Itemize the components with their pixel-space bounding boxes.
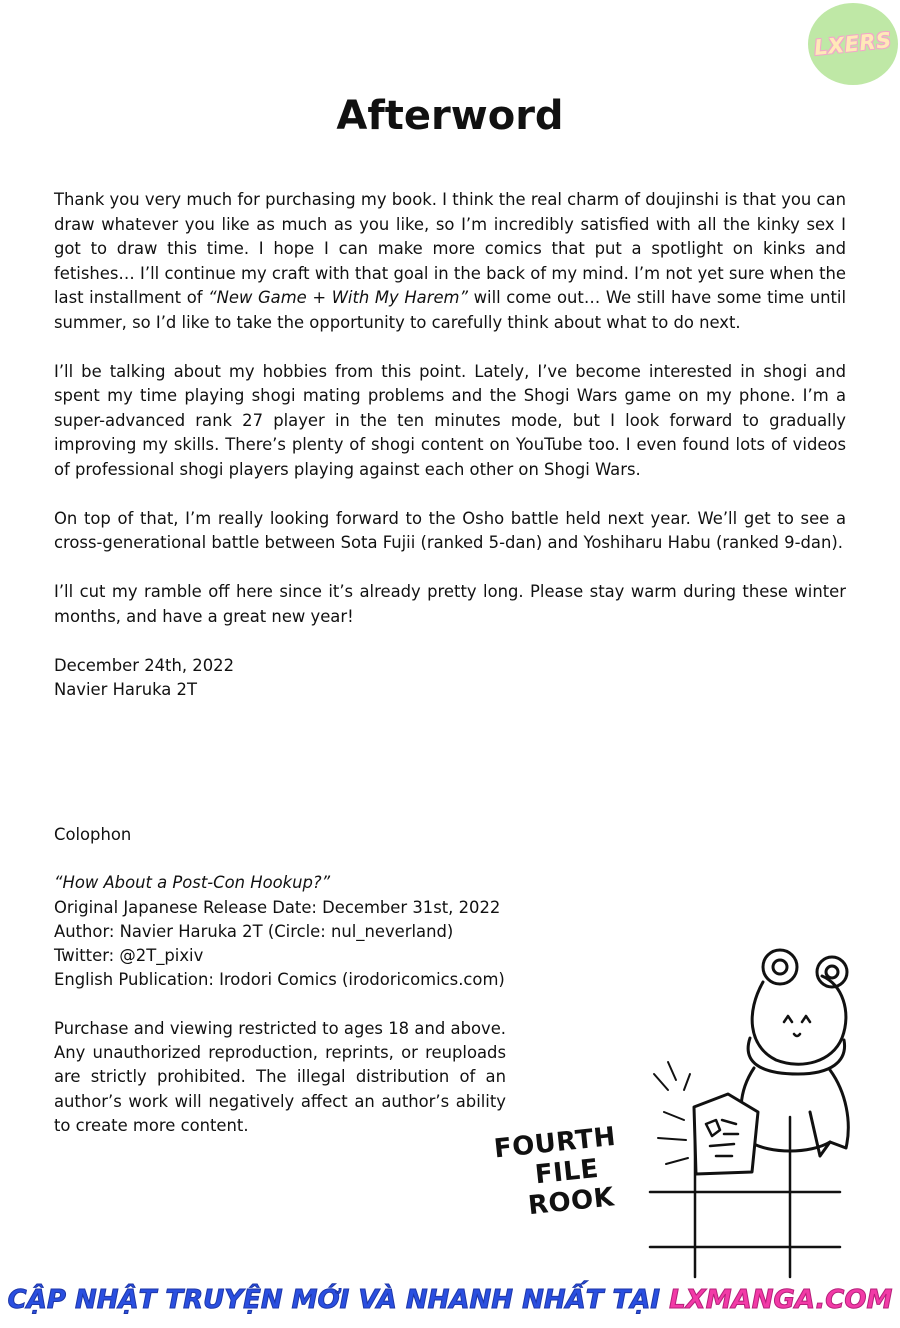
afterword-paragraph-3: On top of that, I’m really looking forward to the Osho battle held next year. We’ll get to see a cross-generational battle between Sota Fujii (ranked 5-dan) and Yoshiharu Habu (ranked 9-dan). <box>54 508 846 552</box>
colophon-author: Author: Navier Haruka 2T (Circle: nul_neverland) <box>54 921 454 941</box>
colophon-heading: Colophon <box>54 825 132 844</box>
afterword-body <box>54 188 846 703</box>
series-title: “New Game + With My Harem” <box>208 288 469 307</box>
colophon-work-title: “How About a Post-Con Hookup?” <box>54 873 331 893</box>
afterword-signature: Navier Haruka 2T <box>54 680 197 699</box>
colophon <box>54 823 506 1138</box>
sfx-line-1: FOURTH <box>492 1121 618 1165</box>
site-logo-text: LXERS <box>813 28 893 60</box>
afterword-paragraph-4: I’ll cut my ramble off here since it’s already pretty long. Please stay warm during these winter months, and have a great new year! <box>54 582 846 626</box>
site-logo-badge <box>808 3 898 85</box>
sfx-line-2: FILE <box>533 1153 601 1191</box>
afterword-paragraph-2: I’ll be talking about my hobbies from this point. Lately, I’ve become interested in shogi and spent my time playing shogi mating problems and the Shogi Wars game on my phone. I’m a super-advanced rank 27 player in the ten minutes mode, but I look forward to gradually improving my skills. There’s plenty of shogi content on YouTube too. I even found lots of videos of professional shogi players playing against each other on Shogi Wars. <box>54 361 846 479</box>
bear-shogi-illustration <box>480 942 860 1282</box>
colophon-release-date: Original Japanese Release Date: December 31st, 2022 <box>54 897 501 917</box>
afterword-text: will come out… We still have some time until summer, so I’d like to take the opportunity to carefully think about what to do next. <box>54 288 847 332</box>
footer-banner <box>0 1280 900 1320</box>
colophon-twitter: Twitter: @2T_pixiv <box>54 946 204 966</box>
afterword-text: Thank you very much for purchasing my book. I think the real charm of doujinshi is that you can draw whatever you like as much as you like, so I’m incredibly satisfied with all the kinky sex I got to draw this time. I hope I can make more comics that put a spotlight on kinks and fetishes… I’ll continue my craft with that goal in the back of my mind. I’m not yet sure when the last installment of <box>54 190 846 307</box>
afterword-date: December 24th, 2022 <box>54 655 235 675</box>
afterword-paragraph-1 <box>54 188 846 335</box>
footer-banner-text: CẬP NHẬT TRUYỆN MỚI VÀ NHANH NHẤT TẠI <box>7 1285 670 1315</box>
sound-effect-text <box>493 1122 624 1224</box>
page-title: Afterword <box>336 93 564 139</box>
sfx-line-3: ROOK <box>526 1182 616 1222</box>
footer-site-link[interactable]: LXMANGA.COM <box>669 1285 893 1315</box>
colophon-publication: English Publication: Irodori Comics (irodoricomics.com) <box>54 970 505 990</box>
colophon-notice: Purchase and viewing restricted to ages 18 and above. Any unauthorized reproduction, reprints, or reuploads are strictly prohibited. The illegal distribution of an author’s work will negatively affect an author’s ability to create more content. <box>54 1018 506 1135</box>
